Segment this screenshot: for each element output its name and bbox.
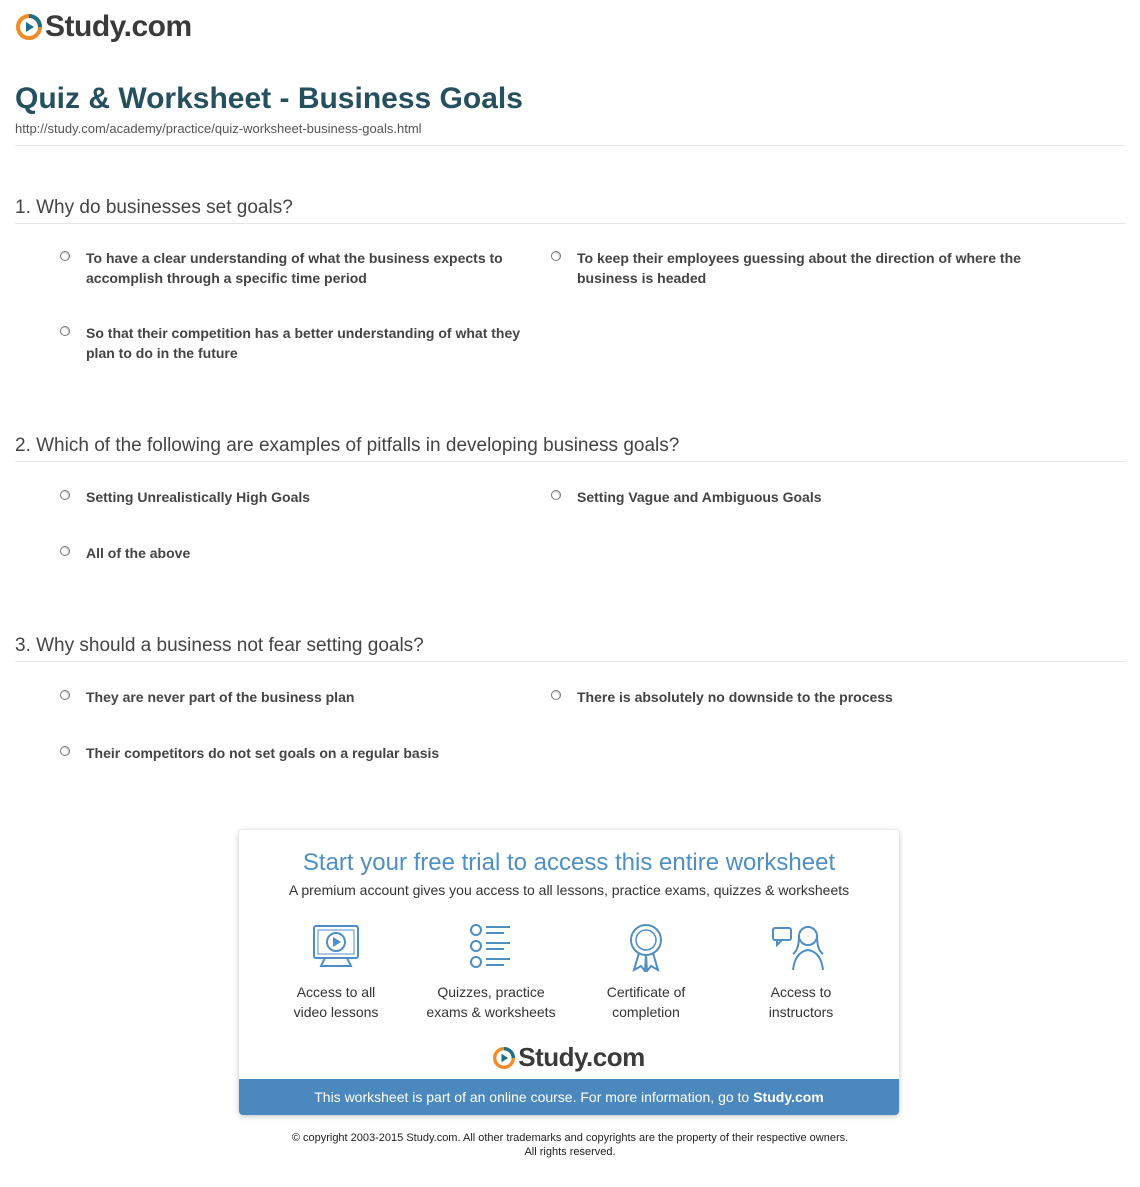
- play-logo-icon: [493, 1047, 515, 1069]
- promo-subtitle: A premium account gives you access to all lessons, practice exams, quizzes & worksheets: [288, 882, 850, 898]
- copyright-line: All rights reserved.: [524, 1146, 616, 1158]
- promo-footer-text: This worksheet is part of an online course. For more information, go to: [314, 1089, 750, 1105]
- divider: [15, 145, 1125, 146]
- radio-button[interactable]: [551, 251, 561, 261]
- option-text: Their competitors do not set goals on a regular basis: [86, 745, 440, 761]
- radio-button[interactable]: [60, 490, 70, 500]
- question-2-option-b[interactable]: [551, 487, 1021, 507]
- radio-button[interactable]: [60, 690, 70, 700]
- promo-footer-link[interactable]: Study.com: [753, 1089, 824, 1105]
- option-text: All of the above: [86, 545, 191, 561]
- feature-video-lessons: [256, 922, 416, 1022]
- question-1-title: 1. Why do businesses set goals?: [15, 197, 293, 218]
- question-1-option-c[interactable]: [60, 323, 530, 363]
- radio-button[interactable]: [60, 326, 70, 336]
- feature-certificate: [566, 922, 726, 1022]
- feature-label: Certificate of completion: [606, 984, 686, 1020]
- play-logo-icon: [16, 14, 42, 40]
- divider: [15, 223, 1125, 224]
- logo-text: Study.com: [45, 10, 192, 43]
- radio-button[interactable]: [60, 251, 70, 261]
- copyright-line: © copyright 2003-2015 Study.com. All other trademarks and copyrights are the property of their respective owners.: [291, 1132, 849, 1144]
- option-text: There is absolutely no downside to the process: [577, 689, 893, 705]
- option-text: To have a clear understanding of what the business expects to accomplish through a specific time period: [86, 250, 503, 286]
- promo-footer-bar: [239, 1079, 899, 1115]
- certificate-icon: [621, 922, 671, 972]
- feature-label: Access to all video lessons: [293, 984, 379, 1020]
- question-3-option-a[interactable]: [60, 687, 530, 707]
- radio-button[interactable]: [551, 490, 561, 500]
- divider: [15, 461, 1125, 462]
- promo-study-logo[interactable]: [239, 1042, 899, 1073]
- page-url[interactable]: http://study.com/academy/practice/quiz-worksheet-business-goals.html: [15, 121, 422, 136]
- feature-label: Access to instructors: [768, 984, 834, 1020]
- radio-button[interactable]: [551, 690, 561, 700]
- page-title: Quiz & Worksheet - Business Goals: [15, 82, 523, 115]
- feature-instructors: [721, 922, 881, 1022]
- question-2-option-c[interactable]: [60, 543, 530, 563]
- feature-label: Quizzes, practice exams & worksheets: [426, 984, 556, 1020]
- question-2-option-a[interactable]: [60, 487, 530, 507]
- option-text: Setting Vague and Ambiguous Goals: [577, 489, 822, 505]
- question-1-option-b[interactable]: [551, 248, 1021, 288]
- radio-button[interactable]: [60, 746, 70, 756]
- question-1-option-a[interactable]: [60, 248, 530, 288]
- radio-button[interactable]: [60, 546, 70, 556]
- option-text: They are never part of the business plan: [86, 689, 355, 705]
- question-3-option-c[interactable]: [60, 743, 530, 763]
- question-3-option-b[interactable]: [551, 687, 1021, 707]
- option-text: To keep their employees guessing about the direction of where the business is headed: [577, 250, 1021, 286]
- free-trial-promo: [239, 830, 899, 1115]
- feature-quizzes: [411, 922, 571, 1022]
- promo-title[interactable]: Start your free trial to access this entire worksheet: [302, 849, 836, 876]
- option-text: Setting Unrealistically High Goals: [86, 489, 311, 505]
- quiz-list-icon: [466, 922, 516, 972]
- question-2-title: 2. Which of the following are examples of pitfalls in developing business goals?: [15, 435, 680, 456]
- study-logo[interactable]: [16, 10, 192, 44]
- option-text: So that their competition has a better understanding of what they plan to do in the future: [86, 325, 521, 361]
- video-lesson-icon: [311, 922, 361, 972]
- instructor-icon: [771, 922, 831, 972]
- logo-text: Study.com: [518, 1042, 645, 1072]
- question-3-title: 3. Why should a business not fear setting goals?: [15, 635, 424, 656]
- divider: [15, 661, 1125, 662]
- copyright: [0, 1131, 1140, 1159]
